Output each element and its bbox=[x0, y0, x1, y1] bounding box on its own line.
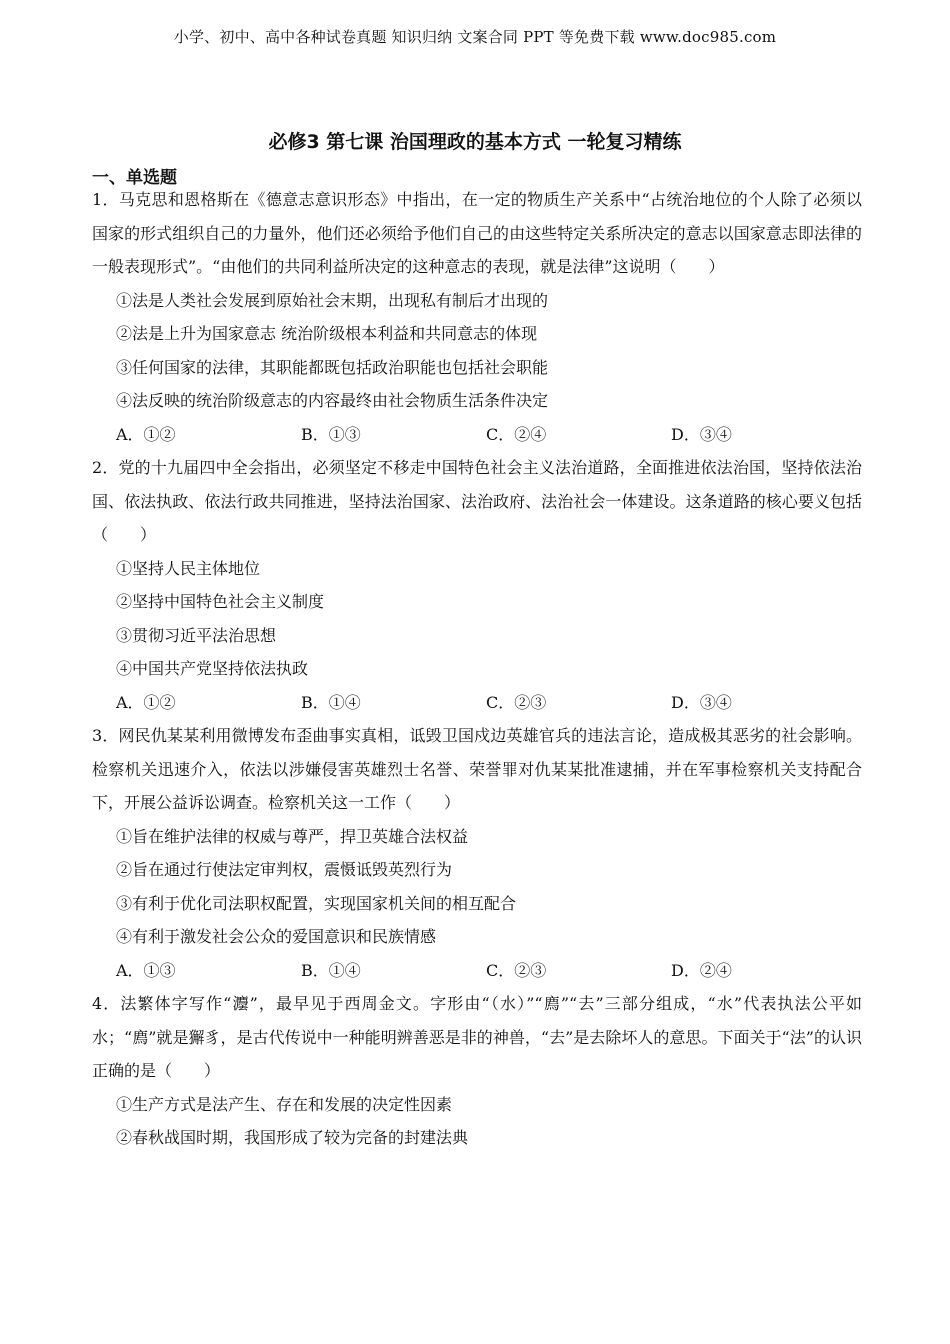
choice-b: B．①④ bbox=[301, 692, 361, 712]
choice-c: C．②④ bbox=[486, 424, 547, 444]
statement-option: ①生产方式是法产生、存在和发展的决定性因素 bbox=[116, 1094, 453, 1114]
answer-choices bbox=[116, 954, 862, 988]
question-stem: 1．马克思和恩格斯在《德意志意识形态》中指出，在一定的物质生产关系中“占统治地位的个人除了必须以国家的形式组织自己的力量外，他们还必须给予他们自己的由这些特定关系所决定的意志以国家意志即法律的一般表现形式”。“由他们的共同利益所决定的这种意志的表现，就是法律”这说明（ ） bbox=[92, 190, 862, 276]
choice-a: A．①③ bbox=[116, 960, 176, 980]
choice-d: D．③④ bbox=[671, 692, 732, 712]
question-2 bbox=[92, 451, 862, 719]
statement-option: ①坚持人民主体地位 bbox=[116, 558, 261, 578]
answer-choices bbox=[116, 686, 862, 720]
statement-option: ③任何国家的法律，其职能都既包括政治职能也包括社会职能 bbox=[116, 357, 549, 377]
statement-option: ②春秋战国时期，我国形成了较为完备的封建法典 bbox=[116, 1128, 469, 1147]
statement-option: ③有利于优化司法职权配置，实现国家机关间的相互配合 bbox=[116, 893, 517, 913]
statement-option: ①法是人类社会发展到原始社会末期，出现私有制后才出现的 bbox=[116, 290, 549, 310]
site-header: 小学、初中、高中各种试卷真题 知识归纳 文案合同 PPT 等免费下载 www.doc985.com bbox=[173, 28, 777, 46]
question-stem: 4．法繁体字写作“灋”，最早见于西周金文。字形由“（水）”“廌”“去”三部分组成，“水”代表执法公平如水；“廌”就是獬豸，是古代传说中一种能明辨善恶是非的神兽，“去”是去除坏人的意思。下面关于“法”的认识正确的是（ ） bbox=[92, 994, 862, 1080]
question-4 bbox=[92, 987, 862, 1155]
question-stem: 2．党的十九届四中全会指出，必须坚定不移走中国特色社会主义法治道路，全面推进依法治国，坚持依法治国、依法执政、依法行政共同推进，坚持法治国家、法治政府、法治社会一体建设。这条道路的核心要义包括（ ） bbox=[92, 458, 862, 544]
choice-a: A．①② bbox=[116, 692, 176, 712]
page-title: 必修3 第七课 治国理政的基本方式 一轮复习精练 bbox=[268, 131, 682, 153]
choice-c: C．②③ bbox=[486, 692, 547, 712]
question-3 bbox=[92, 719, 862, 987]
statement-option: ①旨在维护法律的权威与尊严，捍卫英雄合法权益 bbox=[116, 826, 469, 846]
choice-b: B．①③ bbox=[301, 424, 361, 444]
question-stem: 3．网民仇某某利用微博发布歪曲事实真相，诋毁卫国戍边英雄官兵的违法言论，造成极其恶劣的社会影响。检察机关迅速介入，依法以涉嫌侵害英雄烈士名誉、荣誉罪对仇某某批准逮捕，并在军事检察机关支持配合下，开展公益诉讼调查。检察机关这一工作（ ） bbox=[92, 726, 862, 812]
statement-option: ②坚持中国特色社会主义制度 bbox=[116, 592, 325, 611]
question-1 bbox=[92, 183, 862, 451]
choice-d: D．③④ bbox=[671, 424, 732, 444]
statement-option: ④法反映的统治阶级意志的内容最终由社会物质生活条件决定 bbox=[116, 391, 549, 410]
section-heading: 一、单选题 bbox=[92, 168, 177, 188]
statement-option: ③贯彻习近平法治思想 bbox=[116, 625, 277, 645]
statement-option: ④有利于激发社会公众的爱国意识和民族情感 bbox=[116, 927, 437, 946]
answer-choices bbox=[116, 418, 862, 452]
choice-d: D．②④ bbox=[671, 960, 732, 980]
statement-option: ②旨在通过行使法定审判权，震慑诋毁英烈行为 bbox=[116, 860, 453, 879]
choice-b: B．①④ bbox=[301, 960, 361, 980]
choice-c: C．②③ bbox=[486, 960, 547, 980]
choice-a: A．①② bbox=[116, 424, 176, 444]
statement-option: ④中国共产党坚持依法执政 bbox=[116, 659, 309, 678]
question-list bbox=[92, 183, 862, 1155]
statement-option: ②法是上升为国家意志 统治阶级根本利益和共同意志的体现 bbox=[116, 324, 538, 343]
